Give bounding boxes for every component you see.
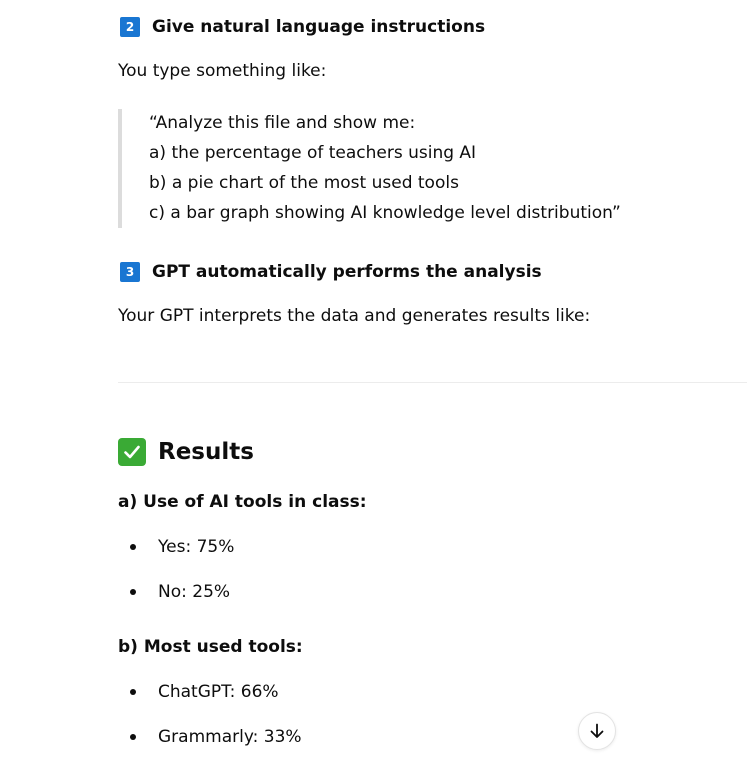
scroll-to-bottom-button[interactable] — [578, 712, 616, 750]
section-a-heading: a) Use of AI tools in class: — [118, 492, 367, 512]
step-2-intro: You type something like: — [118, 61, 327, 81]
keycap-2-icon: 2 — [120, 17, 140, 37]
quote-line-2: a) the percentage of teachers using AI — [149, 143, 477, 163]
list-item-text: No: 25% — [158, 582, 231, 602]
bullet-dot-icon — [130, 589, 136, 595]
list-item — [118, 582, 230, 602]
list-item — [118, 682, 279, 702]
step-2-heading — [118, 17, 485, 37]
step-2-title: Give natural language instructions — [152, 17, 486, 37]
list-item-text: Grammarly: 33% — [158, 727, 302, 747]
quote-line-3: b) a pie chart of the most used tools — [149, 173, 459, 193]
list-item-text: ChatGPT: 66% — [158, 682, 279, 702]
step-3-heading — [118, 262, 542, 282]
step-3-intro: Your GPT interprets the data and generates results like: — [118, 306, 591, 326]
arrow-down-icon — [588, 722, 606, 740]
section-divider — [118, 382, 747, 383]
results-heading — [118, 438, 254, 466]
list-item-text: Yes: 75% — [158, 537, 235, 557]
section-b-heading: b) Most used tools: — [118, 637, 303, 657]
check-mark-icon — [118, 438, 146, 466]
keycap-3-icon: 3 — [120, 262, 140, 282]
bullet-dot-icon — [130, 734, 136, 740]
quote-line-4: c) a bar graph showing AI knowledge level distribution” — [149, 203, 621, 223]
quote-line-1: “Analyze this file and show me: — [149, 113, 416, 133]
bullet-dot-icon — [130, 544, 136, 550]
results-title: Results — [158, 439, 254, 465]
list-item — [118, 537, 234, 557]
step-3-title: GPT automatically performs the analysis — [152, 262, 542, 282]
bullet-dot-icon — [130, 689, 136, 695]
instruction-blockquote — [118, 109, 678, 228]
list-item — [118, 727, 302, 747]
